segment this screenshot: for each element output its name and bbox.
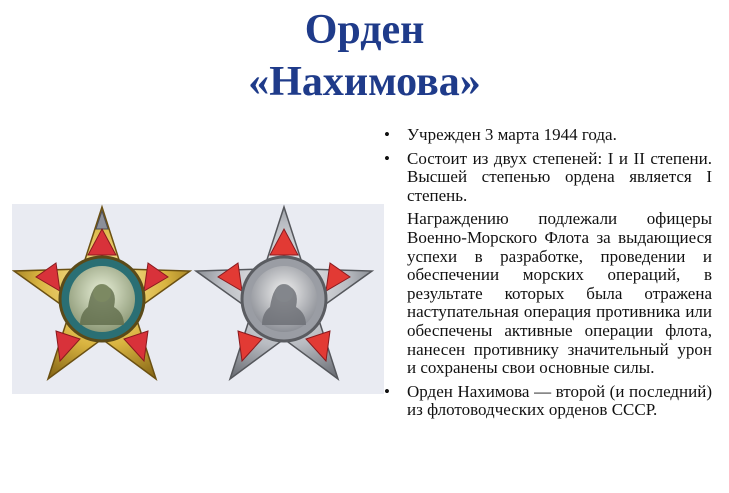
bullet: • bbox=[384, 125, 390, 144]
item-text: Награждению подлежали офицеры Военно-Морского Флота за выдающиеся успехи в разработке, проведении и обеспечении морских операций, в результате которых была отражена наступательная операция противника или обеспечены активные операции флота, нанесен противнику значительный урон и сохранены свои основные силы. bbox=[407, 209, 712, 378]
description-list bbox=[384, 126, 712, 425]
slide-title bbox=[0, 4, 729, 108]
list-item bbox=[384, 383, 712, 420]
title-line-2: «Нахимова» bbox=[248, 59, 481, 105]
order-photo bbox=[12, 204, 384, 394]
medal-second-class bbox=[196, 207, 372, 379]
medal-first-class bbox=[14, 207, 190, 379]
item-text: Орден Нахимова — второй (и последний) из флотоводческих орденов СССР. bbox=[407, 381, 712, 420]
bullet: • bbox=[384, 148, 390, 168]
item-text: Учрежден 3 марта 1944 года. bbox=[407, 125, 617, 144]
list-item bbox=[384, 210, 712, 377]
medals-image bbox=[12, 204, 384, 394]
item-text: Состоит из двух степеней: I и II степени. Высшей степенью ордена является I степень. bbox=[407, 148, 712, 205]
list-item bbox=[384, 126, 712, 145]
bullet: • bbox=[384, 381, 390, 401]
title-line-1: Орден bbox=[304, 7, 425, 53]
list-item bbox=[384, 150, 712, 206]
